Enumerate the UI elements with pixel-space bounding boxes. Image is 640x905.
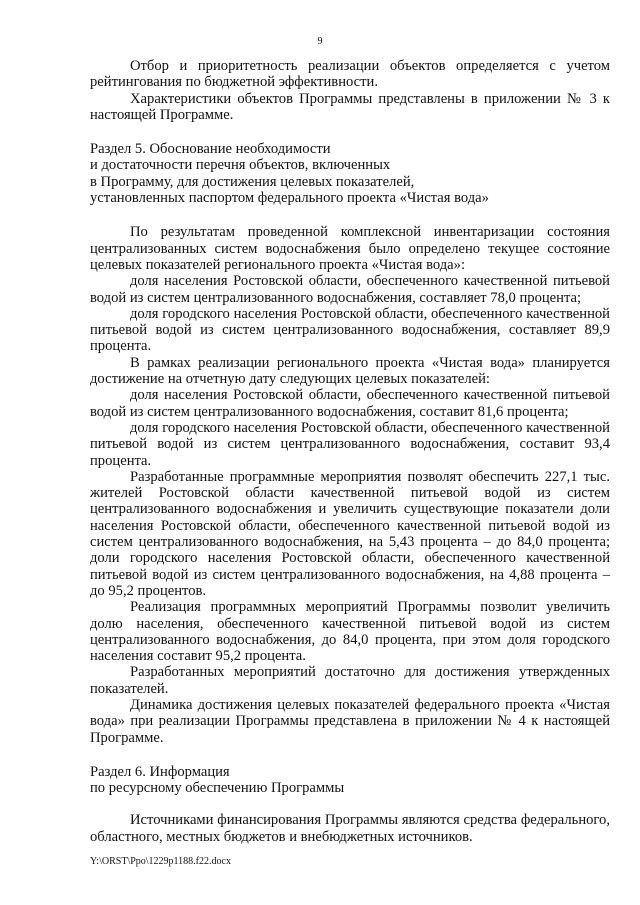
section-6-heading [90, 764, 610, 797]
document-body [90, 58, 610, 845]
paragraph: доля населения Ростовской области, обеспеченного качественной питьевой водой из систем централизованного водоснабжения, составляет 78,0 процента; [90, 273, 610, 306]
page-number: 9 [317, 36, 323, 47]
heading-line: по ресурсному обеспечению Программы [90, 780, 345, 797]
heading-line: Раздел 5. Обоснование необходимости [90, 141, 331, 158]
file-path-footer: Y:\ORST\Ppo\1229p1188.f22.docx [90, 856, 231, 867]
heading-line: установленных паспортом федерального проекта «Чистая вода» [90, 190, 489, 207]
paragraph: доля населения Ростовской области, обеспеченного качественной питьевой водой из систем централизованного водоснабжения, составит 81,6 процента; [90, 387, 610, 420]
paragraph: Динамика достижения целевых показателей федерального проекта «Чистая вода» при реализации Программы представлена в приложении № 4 к настоящей Программе. [90, 696, 610, 746]
heading-line: в Программу, для достижения целевых показателей, [90, 173, 415, 190]
heading-line: и достаточности перечня объектов, включенных [90, 157, 391, 174]
paragraph: В рамках реализации регионального проекта «Чистая вода» планируется достижение на отчетную дату следующих целевых показателей: [90, 354, 610, 388]
paragraph: Разработанные программные мероприятия позволят обеспечить 227,1 тыс. жителей Ростовской области качественной питьевой водой из систем централизованного водоснабжения и увеличить существующие показатели доли населения Ростовской области, обеспеченного качественной питьевой водой из систем централизованного водоснабжения, на 5,43 процента – до 84,0 процента; доли городского населения Ростовской области, обеспеченного качественной питьевой водой из систем централизованного водоснабжения, на 4,88 процента – до 95,2 процентов. [90, 468, 610, 599]
paragraph: Источниками финансирования Программы являются средства федерального, областного, местных бюджетов и внебюджетных источников. [90, 812, 610, 845]
heading-line: Раздел 6. Информация [90, 763, 230, 780]
paragraph: доля городского населения Ростовской области, обеспеченного качественной питьевой водой из систем централизованного водоснабжения, составляет 89,9 процента. [90, 305, 610, 355]
paragraph: По результатам проведенной комплексной инвентаризации состояния централизованных систем водоснабжения было определено текущее состояние целевых показателей регионального проекта «Чистая вода»: [90, 224, 610, 273]
paragraph: доля городского населения Ростовской области, обеспеченного качественной питьевой водой из систем централизованного водоснабжения, составит 93,4 процента. [90, 419, 610, 469]
paragraph: Характеристики объектов Программы представлены в приложении № 3 к настоящей Программе. [90, 90, 610, 123]
section-5-heading [90, 141, 610, 206]
paragraph: Разработанных мероприятий достаточно для достижения утвержденных показателей. [90, 664, 610, 697]
paragraph: Отбор и приоритетность реализации объектов определяется с учетом рейтингования по бюджетной эффективности. [90, 58, 610, 91]
paragraph: Реализация программных мероприятий Программы позволит увеличить долю населения, обеспеченного качественной питьевой водой из систем централизованного водоснабжения, до 84,0 процента, при этом доля городского населения составит 95,2 процента. [90, 599, 610, 665]
